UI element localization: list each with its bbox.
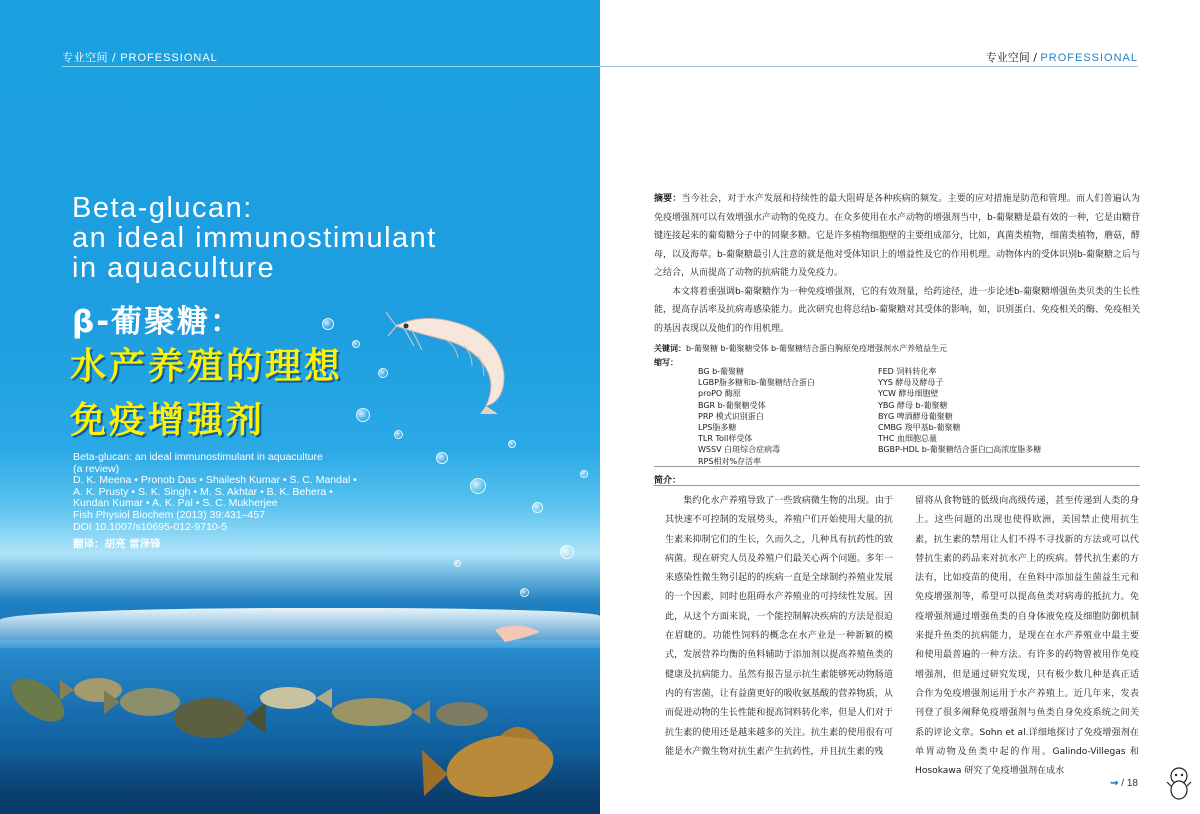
- citation-line: A. K. Prusty • S. K. Singh • M. S. Akhtar • B. K. Behera •: [73, 485, 333, 498]
- chinese-subtitle-line: 免疫增强剂: [70, 400, 266, 441]
- abbreviation-list-left: [698, 366, 815, 467]
- abbreviation-item: THC 血细胞总量: [878, 434, 938, 444]
- left-page-header: [62, 49, 218, 65]
- header-cn: 专业空间: [62, 51, 108, 64]
- right-page-article: [600, 0, 1200, 814]
- bubble: [394, 430, 403, 439]
- page-number: ⇝ / 18: [1110, 778, 1138, 789]
- abbreviation-item: RPS相对%存活率: [698, 456, 762, 466]
- chinese-subtitle-line: 水产养殖的理想: [70, 346, 344, 387]
- header-cn: 专业空间: [985, 51, 1030, 64]
- abbreviation-item: PRP 模式识别蛋白: [698, 411, 764, 421]
- header-en: PROFESSIONAL: [120, 52, 218, 64]
- bubble: [356, 408, 370, 422]
- section-divider: [654, 485, 1140, 486]
- header-sep: /: [1029, 51, 1041, 64]
- keywords-label: 关键词：: [654, 344, 686, 353]
- header-rule: [62, 66, 600, 67]
- citation-line: Kundan Kumar • A. K. Pal • S. C. Mukherjee: [73, 497, 278, 510]
- english-title-line: an ideal immunostimulant: [72, 222, 437, 254]
- fish-illustration: [0, 590, 600, 814]
- citation-line: DOI 10.1007/s10695-012-9710-5: [73, 520, 228, 533]
- bubble: [436, 452, 448, 464]
- abbreviation-item: BYG 啤酒酵母葡聚糖: [878, 411, 953, 421]
- abstract-section: [654, 190, 1140, 338]
- citation-line: (a review): [73, 462, 120, 475]
- abbreviation-item: YBG 酵母 b-葡聚糖: [878, 400, 948, 410]
- bubble: [352, 340, 360, 348]
- mascot-icon: [1166, 766, 1192, 800]
- keywords-line: [654, 343, 947, 354]
- abstract-paragraph: [654, 190, 1140, 283]
- bubble: [532, 502, 543, 513]
- abbreviation-item: YCW 酵母细胞壁: [878, 389, 939, 399]
- bubble: [560, 545, 574, 559]
- header-en: PROFESSIONAL: [1040, 52, 1138, 64]
- magazine-logo-icon: ⇝: [1110, 778, 1119, 789]
- citation-line: Fish Physiol Biochem (2013) 39:431–457: [73, 508, 266, 521]
- english-title-line: Beta-glucan:: [72, 192, 253, 224]
- bubble: [322, 318, 334, 330]
- translator-credit: 翻译：胡亮 雷泽锋: [73, 538, 161, 550]
- abbreviation-item: BGR b-葡聚糖受体: [698, 400, 766, 410]
- abbreviation-item: TLR Toll样受体: [698, 434, 753, 444]
- abbreviation-item: CMBG 羧甲基b-葡聚糖: [878, 423, 961, 433]
- abbreviation-list-right: [878, 366, 1041, 456]
- abbreviation-item: BGBP-HDL b-葡聚糖结合蛋白□高浓度脂多糖: [878, 445, 1042, 455]
- abbreviations-label: 缩写：: [654, 358, 678, 367]
- abbreviation-item: proPO 酶原: [698, 389, 741, 399]
- bubble: [454, 560, 461, 567]
- page-number-value: 18: [1126, 778, 1138, 789]
- bubble: [580, 470, 588, 478]
- abstract-label: 摘要：: [654, 194, 682, 204]
- chinese-title-main: β-葡聚糖：: [72, 304, 244, 340]
- abbreviation-item: LPS脂多糖: [698, 423, 737, 433]
- english-title-line: in aquaculture: [72, 252, 276, 284]
- bubble: [508, 440, 516, 448]
- abstract-text: 当今社会，对于水产发展和持续性的最大阻碍是各种疾病的频发。主要的应对措施是防范和管理。而人们普遍认为免疫增强剂可以有效增强水产动物的免疫力。在众多使用在水产动物的增强剂当中，b-葡聚糖是最有效的一种，它是由糖苷键连接起来的葡萄糖分子中的同聚多糖。它是许多植物细胞壁的主要组成部分，比如，真菌类植物，细菌类植物，蘑菇，酵母，以及海草。b-葡聚糖最引人注意的就是他对受体知识上的增益性及它的作用机理。动物体内的受体识别b-葡聚糖之后与之结合，从而提高了动物的抗病能力及免疫力。: [654, 194, 1141, 278]
- intro-label: 简介：: [654, 476, 682, 486]
- abbreviation-item: YYS 酵母及酵母子: [878, 378, 944, 388]
- citation-line: D. K. Meena • Pronob Das • Shailesh Kumar • S. C. Mandal •: [73, 474, 357, 487]
- abbreviation-item: LGBP脂多糖和b-葡聚糖结合蛋白: [698, 378, 815, 388]
- citation-line: Beta-glucan: an ideal immunostimulant in aquaculture: [73, 451, 323, 463]
- abbreviation-item: BG b-葡聚糖: [698, 367, 745, 376]
- citation-block: [73, 452, 357, 533]
- body-column-right: 留将从食物链的低级向高级传递，甚至传递到人类的身上。这些问题的出现也使得欧洲，美国禁止使用抗生素，抗生素的禁用让人们不得不寻找新的方法或可以代替抗生素的药品来对抗水产上的疾病。替代抗生素的方法有，比如疫苗的使用，在鱼料中添加益生菌益生元和免疫增强剂等，希望可以提高鱼类对病毒的抵抗力。免疫增强剂通过增强鱼类的自身体液免疫及细胞防御机制来提升鱼类的抗病能力，是现在在水产养殖业中最主要和使用最普遍的一种方法。有许多的药物曾被用作免疫增强剂，但是通过研究发现，只有极少数几种是真正适合作为免疫增强剂运用于水产养殖上。近几年来，发表刊登了很多阐释免疫增强剂与鱼类自身免疫系统之间关系的评论文章。Sohn et al.详细地探讨了免疫增强剂在单胃动物及鱼类中起的作用。Galindo-Villegas 和Hosokawa 研究了免疫增强剂在成水: [915, 496, 1139, 777]
- abbreviation-item: FED 饲料转化率: [878, 367, 937, 376]
- header-rule: [600, 66, 1138, 67]
- body-column-left: 集约化水产养殖导致了一些致病微生物的出现。由于其快速不可控制的发展势头，养殖户们开始使用大量的抗生素来抑制它们的生长，久而久之，几种具有抗药性的致病菌。现在研究人员及养殖户们最关心两个问题。多年一来感染性微生物引起的的疾病一直是全球制约养殖业发展的一个因素，同时也阻碍水产养殖业的可持续性发展。因此，从这个方面来说，一个能控制解决疾病的方法是很迫在眉睫的。功能性饲料的概念在水产业是一种新颖的模式，发展营养均衡的鱼料辅助于添加剂以提高养殖鱼类的健康及抗病能力。虽然有报告显示抗生素能够死动物肠道内的有害菌，让有益菌更好的吸收氨基酸的营养物质，从而促进动物的生长性能和提高饲料转化率，但是人们对于抗生素的使用还是越来越多的关注。抗生素的使用很有可能是水产微生物对抗生素产生抗药性，并且抗生素的残: [665, 496, 893, 757]
- section-divider: [654, 466, 1140, 467]
- bubble: [470, 478, 486, 494]
- english-title: [72, 193, 437, 283]
- abstract-paragraph: 本文将着重强调b-葡聚糖作为一种免疫增强剂，它的有效剂量，给药途径，进一步论述b-葡聚糖增强鱼类贝类的生长性能，提高存活率及抗病毒感染能力。此次研究也将总结b-葡聚糖对其受体的影响，如，识别蛋白、免疫相关的酶、免疫相关的基因表现以及他们的作用机理。: [654, 286, 1140, 334]
- abbreviation-item: WSSV 白斑综合症病毒: [698, 445, 781, 455]
- right-page-header: [986, 49, 1138, 65]
- header-sep: /: [108, 51, 121, 64]
- shrimp-illustration: [386, 306, 526, 416]
- keywords-text: b-葡聚糖 b-葡聚糖受体 b-葡聚糖结合蛋白胸原免疫增强剂水产养殖益生元: [686, 344, 947, 353]
